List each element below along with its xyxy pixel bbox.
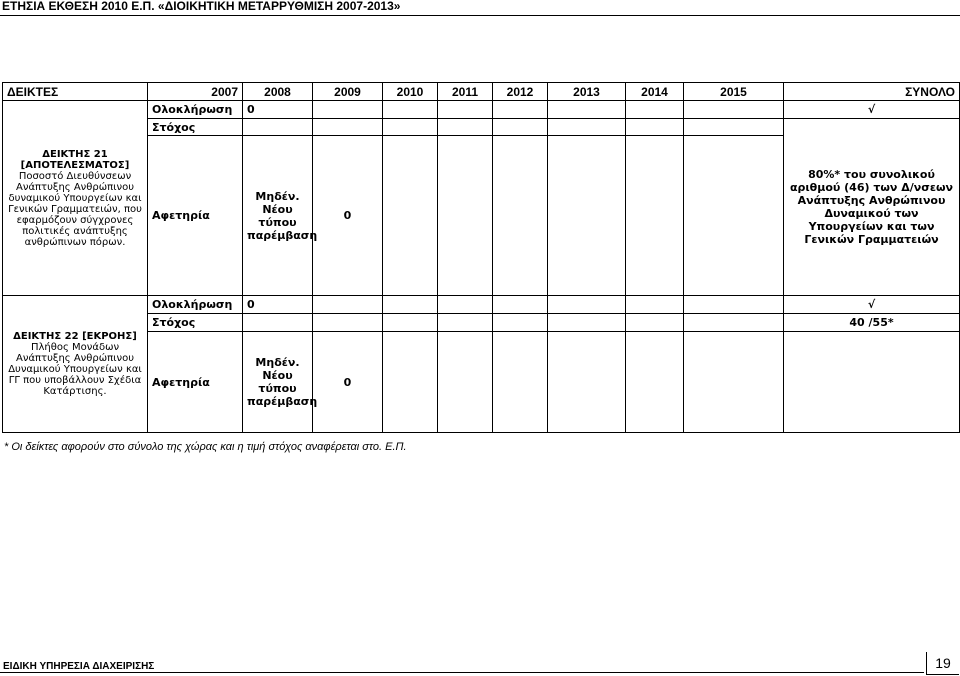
header-cell-2008: 2008	[243, 83, 313, 101]
table-row	[3, 296, 960, 314]
target-label: Στόχος	[148, 119, 243, 136]
completion-total: √	[784, 296, 960, 314]
completion-label: Ολοκλήρωση	[148, 101, 243, 119]
header-cell-2015: 2015	[684, 83, 784, 101]
header-rule	[0, 15, 960, 16]
header-cell-2009: 2009	[313, 83, 383, 101]
completion-label: Ολοκλήρωση	[148, 296, 243, 314]
indicator-21-cell	[3, 101, 148, 296]
header-cell-indicators: ΔΕΙΚΤΕΣ	[3, 83, 148, 101]
page-number: 19	[926, 652, 959, 675]
footer-agency: ΕΙΔΙΚΗ ΥΠΗΡΕΣΙΑ ΔΙΑΧΕΙΡΙΣΗΣ	[3, 661, 155, 672]
indicator-22-description: Πλήθος Μονάδων Ανάπτυξης Ανθρώπινου Δυναμικού Υπουργείων και ΓΓ που υποβάλλουν Σχέδια Κατάρτισης.	[8, 342, 142, 397]
target-total: 40 /55*	[784, 314, 960, 332]
footer-rule	[0, 672, 924, 673]
header-cell-2007: 2007	[148, 83, 243, 101]
indicator-22-title: ΔΕΙΚΤΗΣ 22 [ΕΚΡΟΗΣ]	[13, 331, 137, 342]
completion-value: 0	[243, 101, 313, 119]
header-cell-total: ΣΥΝΟΛΟ	[784, 83, 960, 101]
indicator-21-title: ΔΕΙΚΤΗΣ 21	[42, 148, 108, 160]
header-cell-2012: 2012	[493, 83, 548, 101]
indicator-21-description: Ποσοστό Διευθύνσεων Ανάπτυξης Ανθρώπινου δυναμικού Υπουργείων και Γενικών Γραμματειών, που εφαρμόζουν σύγχρονες πολιτικές ανάπτυξης ανθρώπινων πόρων.	[8, 170, 142, 248]
completion-total: √	[784, 101, 960, 119]
document-header: ΕΤΗΣΙΑ ΕΚΘΕΣΗ 2010 Ε.Π. «ΔΙΟΙΚΗΤΙΚΗ ΜΕΤΑΡΡΥΘΜΙΣΗ 2007-2013»	[2, 0, 401, 13]
indicator-22-cell	[3, 296, 148, 433]
target-total: 80%* του συνολικού αριθμού (46) των Δ/νσεων Ανάπτυξης Ανθρώπινου Δυναμικού των Υπουργείων και των Γενικών Γραμματειών	[784, 119, 960, 296]
footnote: * Οι δείκτες αφορούν στο σύνολο της χώρας και η τιμή στόχος αναφέρεται στο. Ε.Π.	[4, 441, 407, 453]
baseline-label: Αφετηρία	[148, 136, 243, 296]
baseline-2008: Μηδέν. Νέου τύπου παρέμβαση	[243, 332, 313, 433]
header-cell-2011: 2011	[438, 83, 493, 101]
baseline-2009: 0	[313, 332, 383, 433]
header-cell-2010: 2010	[383, 83, 438, 101]
header-cell-2014: 2014	[626, 83, 684, 101]
header-cell-2013: 2013	[548, 83, 626, 101]
indicator-21-type: [ΑΠΟΤΕΛΕΣΜΑΤΟΣ]	[20, 159, 130, 171]
target-label: Στόχος	[148, 314, 243, 332]
baseline-2008: Μηδέν. Νέου τύπου παρέμβαση	[243, 136, 313, 296]
indicators-table	[2, 82, 960, 433]
table-header-row	[3, 83, 960, 101]
baseline-2009: 0	[313, 136, 383, 296]
table-row	[3, 101, 960, 119]
completion-value: 0	[243, 296, 313, 314]
baseline-label: Αφετηρία	[148, 332, 243, 433]
